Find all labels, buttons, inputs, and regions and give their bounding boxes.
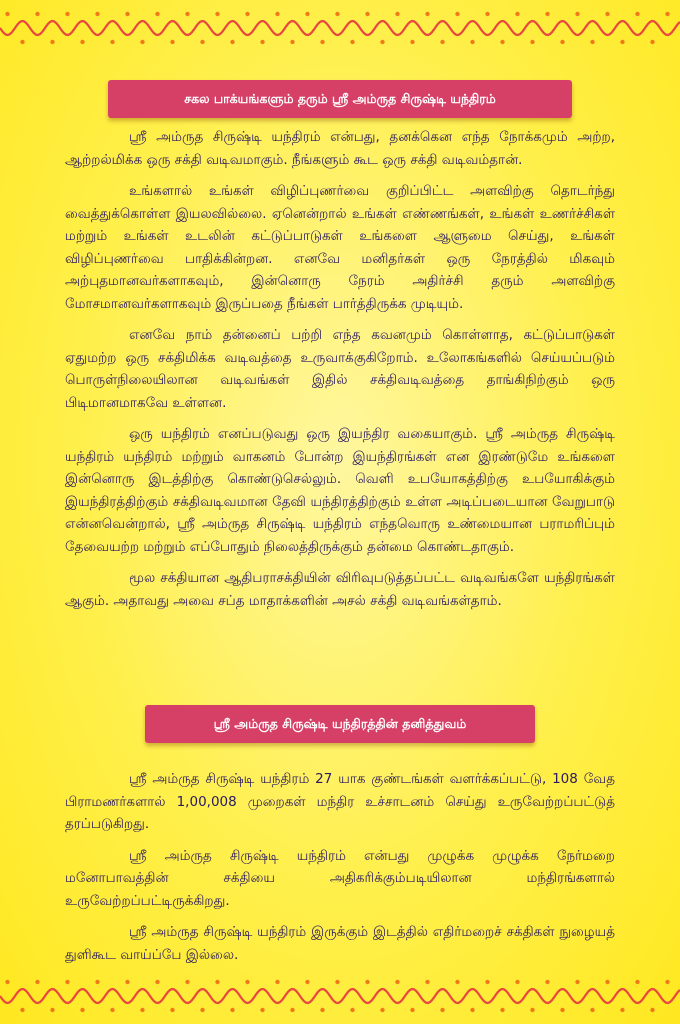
section-2-body <box>65 768 615 975</box>
border-dot <box>530 40 534 44</box>
border-dot <box>305 12 309 16</box>
border-dot <box>605 980 609 984</box>
border-dot <box>140 1008 144 1012</box>
section-2-header <box>0 705 680 743</box>
border-dot <box>650 1008 654 1012</box>
border-dot <box>80 40 84 44</box>
border-dot <box>380 1008 384 1012</box>
border-dot <box>110 40 114 44</box>
border-dot <box>290 40 294 44</box>
border-dot <box>635 12 639 16</box>
section-1-paragraph: எனவே நாம் தன்னைப் பற்றி எந்த கவனமும் கொள்ளாத, கட்டுப்பாடுகள் ஏதுமற்ற ஒரு சக்திமிக்க வடிவத்தை உருவாக்குகிறோம். உலோகங்களில் செய்யப்படும் பொருள்நிலையிலான வடிவங்கள் இதில் சக்திவடிவத்தை தாங்கிநிற்கும் ஒரு பிடிமானமாகவே உள்ளன. <box>65 327 615 411</box>
border-dot <box>425 12 429 16</box>
section-1-body <box>65 126 615 621</box>
border-dot <box>275 12 279 16</box>
section-1-paragraph: மூல சக்தியான ஆதிபராசக்தியின் விரிவுபடுத்தப்பட்ட வடிவங்களே யந்திரங்கள் ஆகும். அதாவது அவை சப்த மாதாக்களின் அசல் சக்தி வடிவங்கள்தாம். <box>65 570 615 609</box>
border-dot <box>635 980 639 984</box>
border-wave-line <box>0 989 680 1003</box>
border-dot <box>410 40 414 44</box>
border-dot <box>140 40 144 44</box>
border-dot <box>515 980 519 984</box>
section-1-heading: சகல பாக்யங்களும் தரும் ஸ்ரீ அம்ருத சிருஷ்டி யந்திரம் <box>108 80 572 118</box>
border-dot <box>335 12 339 16</box>
border-dot <box>440 1008 444 1012</box>
border-dot <box>95 12 99 16</box>
border-dot <box>545 12 549 16</box>
border-dot <box>215 980 219 984</box>
border-dot <box>65 12 69 16</box>
border-dot <box>5 12 9 16</box>
border-dot <box>560 1008 564 1012</box>
border-wave-line <box>0 21 680 35</box>
border-dot <box>470 1008 474 1012</box>
section-1-header <box>0 80 680 118</box>
border-dot <box>95 980 99 984</box>
border-dot <box>245 12 249 16</box>
border-dot <box>200 40 204 44</box>
border-dot <box>620 40 624 44</box>
border-dot <box>365 12 369 16</box>
border-dot <box>395 12 399 16</box>
border-dot <box>605 12 609 16</box>
border-dot <box>425 980 429 984</box>
border-dot <box>485 12 489 16</box>
border-dot <box>170 1008 174 1012</box>
border-dot <box>455 980 459 984</box>
border-dot <box>245 980 249 984</box>
border-dot <box>335 980 339 984</box>
border-dot <box>575 980 579 984</box>
border-dot <box>260 40 264 44</box>
border-dot <box>350 40 354 44</box>
border-dot <box>365 980 369 984</box>
border-dot <box>155 980 159 984</box>
section-2-paragraph: ஸ்ரீ அம்ருத சிருஷ்டி யந்திரம் இருக்கும் இடத்தில் எதிர்மறைச் சக்திகள் நுழையத் துளிகூட வாய்ப்பே இல்லை. <box>65 924 615 963</box>
border-dot <box>350 1008 354 1012</box>
border-dot <box>80 1008 84 1012</box>
border-dot <box>410 1008 414 1012</box>
border-dot <box>650 40 654 44</box>
border-dot <box>320 1008 324 1012</box>
border-dot <box>275 980 279 984</box>
border-dot <box>65 980 69 984</box>
border-dot <box>170 40 174 44</box>
border-dot <box>575 12 579 16</box>
border-dot <box>470 40 474 44</box>
border-dot <box>50 1008 54 1012</box>
border-dot <box>455 12 459 16</box>
border-dot <box>440 40 444 44</box>
top-decorative-border <box>0 8 680 48</box>
section-2-paragraph: ஸ்ரீ அம்ருத சிருஷ்டி யந்திரம் 27 யாக குண்டங்கள் வளர்க்கப்பட்டு, 108 வேத பிராமணர்களால் 1,00,008 முறைகள் மந்திர உச்சாடனம் செய்து உருவேற்றப்பட்டுத் தரப்படுகிறது. <box>65 771 615 832</box>
border-dot <box>5 980 9 984</box>
border-dot <box>320 40 324 44</box>
border-dot <box>20 40 24 44</box>
border-dot <box>500 40 504 44</box>
border-dot <box>110 1008 114 1012</box>
section-1-paragraph: ஸ்ரீ அம்ருத சிருஷ்டி யந்திரம் என்பது, தனக்கென எந்த நோக்கமும் அற்ற, ஆற்றல்மிக்க ஒரு சக்தி வடிவமாகும். நீங்களும் கூட ஒரு சக்தி வடிவம்தான். <box>65 129 615 168</box>
border-dot <box>155 12 159 16</box>
border-dot <box>230 1008 234 1012</box>
border-dot <box>620 1008 624 1012</box>
border-dot <box>260 1008 264 1012</box>
border-dot <box>185 980 189 984</box>
border-dot <box>230 40 234 44</box>
border-dot <box>200 1008 204 1012</box>
border-dot <box>530 1008 534 1012</box>
border-dot <box>500 1008 504 1012</box>
section-2-heading: ஸ்ரீ அம்ருத சிருஷ்டி யந்திரத்தின் தனித்துவம் <box>145 705 535 743</box>
section-1-paragraph: உங்களால் உங்கள் விழிப்புணர்வை குறிப்பிட்ட அளவிற்கு தொடர்ந்து வைத்துக்கொள்ள இயலவில்லை. ஏனென்றால் உங்கள் எண்ணங்கள், உங்கள் உணர்ச்சிகள் மற்றும் உங்கள் உடலின் கட்டுப்பாடுகள் உங்களை ஆளுமை செய்து, உங்கள் விழிப்புணர்வை பாதிக்கின்றன. எனவே மனிதர்கள் ஒரு நேரத்தில் மிகவும் அற்புதமானவர்களாகவும், இன்னொரு நேரம் அதிர்ச்சி தரும் அளவிற்கு மோசமானவர்களாகவும் இருப்பதை நீங்கள் பார்த்திருக்க முடியும். <box>65 183 615 312</box>
bottom-decorative-border <box>0 976 680 1016</box>
border-dot <box>515 12 519 16</box>
border-dot <box>560 40 564 44</box>
border-dot <box>590 40 594 44</box>
border-dot <box>185 12 189 16</box>
border-dot <box>35 980 39 984</box>
border-dot <box>380 40 384 44</box>
border-dot <box>20 1008 24 1012</box>
border-dot <box>665 980 669 984</box>
border-dot <box>590 1008 594 1012</box>
section-2-paragraph: ஸ்ரீ அம்ருத சிருஷ்டி யந்திரம் என்பது முழுக்க முழுக்க நேர்மறை மனோபாவத்தின் சக்தியை அதிகரிக்கும்படியிலான மந்திரங்களால் உருவேற்றப்பட்டிருக்கிறது. <box>65 847 615 909</box>
border-dot <box>125 980 129 984</box>
border-dot <box>305 980 309 984</box>
border-dot <box>125 12 129 16</box>
border-dot <box>215 12 219 16</box>
section-1-paragraph: ஒரு யந்திரம் எனப்படுவது ஒரு இயந்திர வகையாகும். ஸ்ரீ அம்ருத சிருஷ்டி யந்திரம் யந்திரம் மற்றும் வாகனம் போன்ற இயந்திரங்கள் என இரண்டுமே உங்களை இன்னொரு இடத்திற்கு கொண்டுசெல்லும். வெளி உபயோகத்திற்கு உபயோகிக்கும் இயந்திரத்திற்கும் சக்திவடிவமான தேவி யந்திரத்திற்கும் உள்ள அடிப்படையான வேறுபாடு என்னவென்றால், ஸ்ரீ அம்ருத சிருஷ்டி யந்திரம் எந்தவொரு உண்மையான பராமரிப்பும் தேவையற்ற மற்றும் எப்போதும் நிலைத்திருக்கும் தன்மை கொண்டதாகும். <box>65 426 615 555</box>
border-dot <box>395 980 399 984</box>
border-dot <box>50 40 54 44</box>
border-dot <box>665 12 669 16</box>
border-dot <box>485 980 489 984</box>
border-dot <box>545 980 549 984</box>
border-dot <box>290 1008 294 1012</box>
border-dot <box>35 12 39 16</box>
